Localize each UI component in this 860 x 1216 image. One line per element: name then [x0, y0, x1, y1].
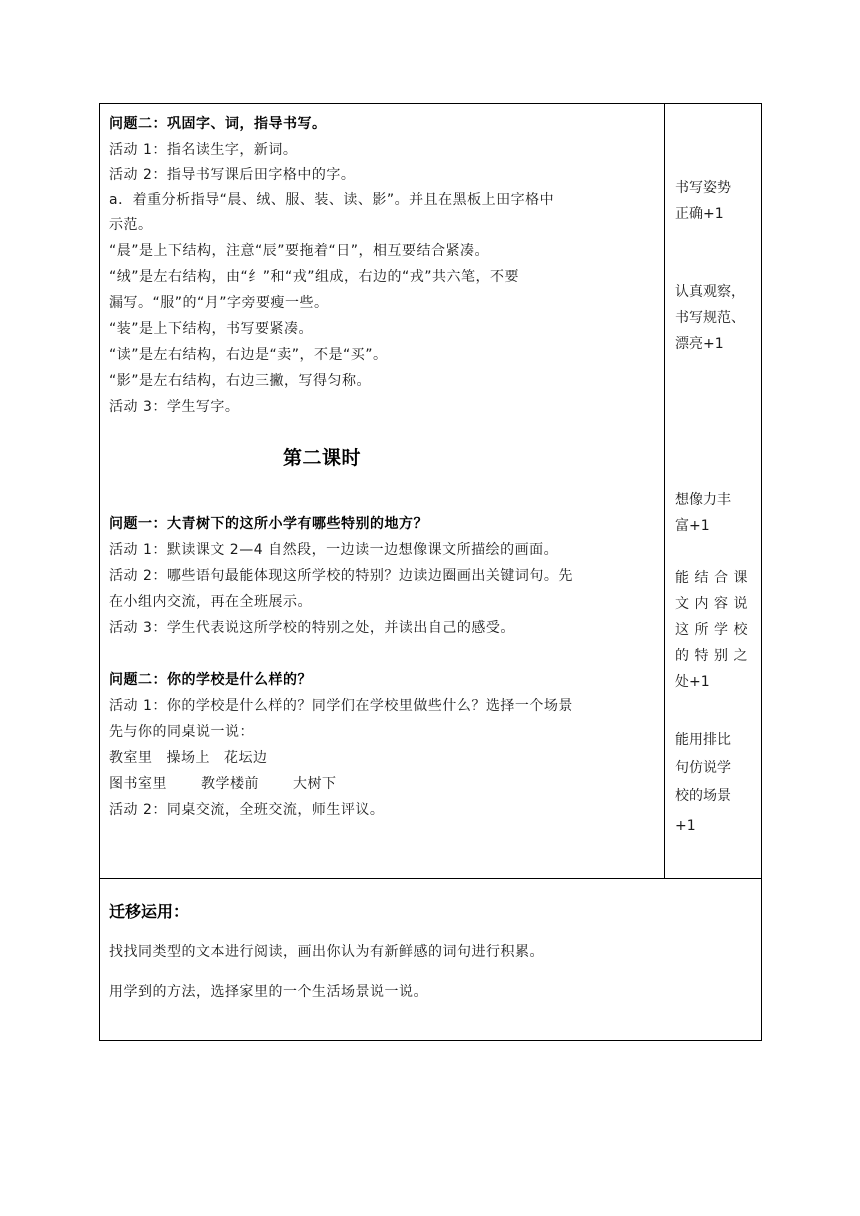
note-chen: “晨”是上下结构，注意“辰”要拖着“日”，相互要结合紧凑。	[109, 243, 490, 259]
place-teaching-building: 教学楼前	[201, 776, 259, 792]
rubric-5-line-2: 句仿说学	[675, 760, 731, 776]
place-flowerbed: 花坛边	[224, 750, 268, 766]
lesson-2-q2-activity-1-line-1: 活动 1：你的学校是什么样的？同学们在学校里做些什么？选择一个场景	[109, 698, 573, 714]
place-playground: 操场上	[166, 750, 210, 766]
place-big-tree: 大树下	[293, 776, 337, 792]
activity-2: 活动 2：指导书写课后田字格中的字。	[109, 167, 356, 183]
activity-2-detail-line-1: a．着重分析指导“晨、绒、服、装、读、影”。并且在黑板上田字格中	[109, 192, 555, 208]
rubric-4-line-3: 这所学校	[675, 622, 753, 638]
rubric-4-line-5: 处+1	[675, 674, 710, 690]
rubric-5-line-1: 能用排比	[675, 732, 731, 748]
lesson-2-q2-activity-1-line-2: 先与你的同桌说一说：	[109, 724, 254, 740]
place-classroom: 教室里	[109, 750, 153, 766]
transfer-line-2: 用学到的方法，选择家里的一个生活场景说一说。	[109, 984, 428, 1000]
lesson-2-question-1-title: 问题一：大青树下的这所小学有哪些特别的地方？	[109, 516, 428, 532]
activity-2-detail-line-2: 示范。	[109, 217, 153, 233]
lesson-2-q2-activity-2: 活动 2：同桌交流，全班交流，师生评议。	[109, 802, 385, 818]
lesson-2-question-2-title: 问题二：你的学校是什么样的？	[109, 672, 312, 688]
lesson-2-q1-activity-3: 活动 3：学生代表说这所学校的特别之处，并读出自己的感受。	[109, 620, 515, 636]
lesson-plan-table	[99, 103, 762, 1041]
rubric-3-line-1: 想像力丰	[675, 492, 731, 508]
rubric-2-line-3: 漂亮+1	[675, 336, 724, 352]
transfer-application-row	[100, 879, 761, 1041]
note-du: “读”是左右结构，右边是“卖”，不是“买”。	[109, 347, 388, 363]
places-row-1	[109, 748, 268, 768]
rubric-1-line-1: 书写姿势	[675, 180, 731, 196]
rubric-4-line-2: 文内容说	[675, 596, 753, 612]
column-divider	[664, 104, 665, 879]
lesson-2-q1-activity-2-line-2: 在小组内交流，再在全班展示。	[109, 594, 312, 610]
lesson-2-q1-activity-1: 活动 1：默读课文 2—4 自然段，一边读一边想像课文所描绘的画面。	[109, 542, 559, 558]
question-2-title: 问题二：巩固字、词，指导书写。	[109, 116, 327, 132]
activity-3: 活动 3：学生写字。	[109, 399, 240, 415]
places-row-2	[109, 774, 337, 794]
rubric-5-line-4: +1	[675, 818, 696, 834]
activity-1: 活动 1：指名读生字，新词。	[109, 142, 298, 158]
rubric-2-line-2: 书写规范、	[675, 310, 745, 326]
lesson-2-heading: 第二课时	[283, 447, 362, 469]
rubric-3-line-2: 富+1	[675, 518, 710, 534]
lesson-2-q1-activity-2-line-1: 活动 2：哪些语句最能体现这所学校的特别？边读边圈画出关键词句。先	[109, 568, 573, 584]
rubric-2-line-1: 认真观察，	[675, 284, 745, 300]
transfer-title: 迁移运用：	[109, 902, 190, 921]
rubric-5-line-3: 校的场景	[675, 788, 731, 804]
note-zhuang: “装”是上下结构，书写要紧凑。	[109, 321, 314, 337]
lesson-content-row	[100, 104, 761, 879]
rubric-1-line-2: 正确+1	[675, 206, 724, 222]
note-rong-line-2: 漏写。“服”的“月”字旁要瘦一些。	[109, 295, 329, 311]
note-rong-line-1: “绒”是左右结构，由“纟”和“戎”组成，右边的“戎”共六笔，不要	[109, 269, 520, 285]
transfer-line-1: 找找同类型的文本进行阅读，画出你认为有新鲜感的词句进行积累。	[109, 944, 544, 960]
rubric-4-line-1: 能结合课	[675, 570, 753, 586]
rubric-4-line-4: 的特别之	[675, 648, 753, 664]
note-ying: “影”是左右结构，右边三撇，写得匀称。	[109, 373, 372, 389]
place-library: 图书室里	[109, 776, 167, 792]
